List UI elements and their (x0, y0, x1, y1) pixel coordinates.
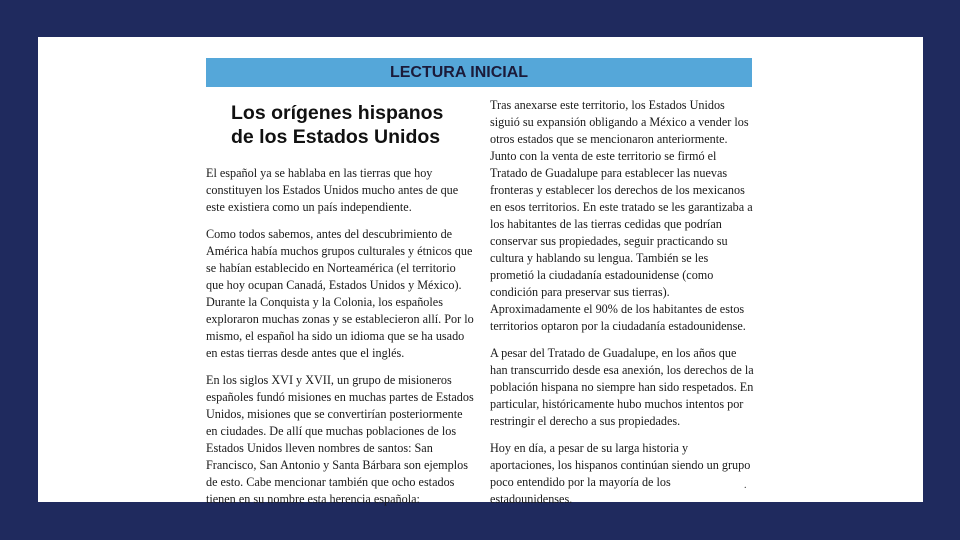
slide-page (38, 37, 923, 506)
right-column (490, 97, 754, 518)
left-column (206, 99, 476, 518)
paragraph: Como todos sabemos, antes del descubrimiento de América había muchos grupos culturales y étnicos que se habían establecido en Norteamérica (el territorio que hoy ocupan Canadá, Estados Unidos y México). Durante la Conquista y la Colonia, los españoles exploraron muchas zonas y se establecieron allí. Por lo mismo, el español ha sido un idioma que se ha usado en estas tierras desde antes que el inglés. (206, 227, 474, 360)
section-banner: LECTURA INICIAL (206, 58, 752, 87)
article-title-line-1: Los orígenes hispanos (231, 102, 444, 124)
paragraph: A pesar del Tratado de Guadalupe, en los años que han transcurrido desde esa anexión, los derechos de la población hispana no siempre han sido respetados. En particular, históricamente hubo muchos intentos por restringir el derecho a sus propiedades. (490, 346, 754, 428)
paragraph: En los siglos XVI y XVII, un grupo de misioneros españoles fundó misiones en muchas partes de Estados Unidos, misiones que se convertirían posteriormente en ciudades. De allí que muchas poblaciones de los Estados Unidos lleven nombres de santos: San Francisco, San Antonio y Santa Bárbara son ejemplos de esto. Cabe mencionar también que ocho estados tienen en su nombre esta herencia española: (206, 373, 474, 506)
paragraph: Tras anexarse este territorio, los Estados Unidos siguió su expansión obligando a México a vender los otros estados que se mencionaron anteriormente. Junto con la venta de este territorio se firmó el Tratado de Guadalupe para establecer las nuevas fronteras y establecer los derechos de los mexicanos en esos territorios. En este tratado se les garantizaba a los habitantes de las tierras cedidas que podrían conservar sus propiedades, seguir practicando su cultura y hablando su lengua. También se les prometió la ciudadanía estadounidense (como condición para preservar sus tierras). Aproximadamente el 90% de los habitantes de estos territorios optaron por la ciudadanía estadounidense. (490, 98, 753, 333)
article-title-line-2: de los Estados Unidos (231, 126, 441, 148)
article-title (231, 101, 476, 149)
paragraph: Hoy en día, a pesar de su larga historia y aportaciones, los hispanos continúan siendo un grupo poco entendido por la mayoría de los estadounidenses. (490, 441, 751, 506)
paragraph: El español ya se hablaba en las tierras que hoy constituyen los Estados Unidos mucho antes de que este existiera como un país independiente. (206, 166, 459, 214)
end-mark: . (744, 480, 747, 491)
